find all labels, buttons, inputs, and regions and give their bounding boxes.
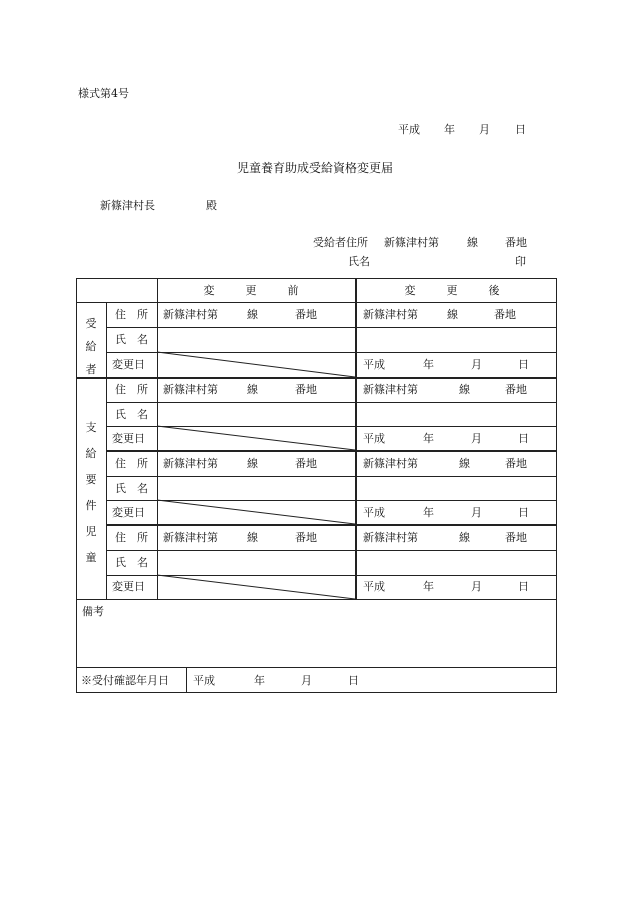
address-after-lot: 番地 <box>494 308 516 321</box>
row-label-name: 氏 名 <box>115 408 148 421</box>
receipt-month: 月 <box>301 674 312 687</box>
address-after-prefix: 新篠津村第 <box>363 383 418 396</box>
row-label-change-date: 変更日 <box>112 432 145 445</box>
child-group-char: 児 <box>85 525 97 538</box>
applicant-address-prefix: 新篠津村第 <box>384 236 439 249</box>
header-after: 変 更 後 <box>404 284 510 297</box>
receipt-year: 年 <box>254 674 265 687</box>
form-number: 様式第4号 <box>78 87 129 100</box>
date-after-era: 平成 <box>363 358 385 371</box>
row-label-address: 住 所 <box>115 457 148 470</box>
row-label-name: 氏 名 <box>115 333 148 346</box>
date-after-year: 年 <box>423 358 434 371</box>
document-title: 児童養育助成受給資格変更届 <box>236 161 393 175</box>
address-after-prefix: 新篠津村第 <box>363 308 418 321</box>
receipt-label: ※受付確認年月日 <box>81 674 169 687</box>
date-after-year: 年 <box>423 506 434 519</box>
row-label-address: 住 所 <box>115 308 148 321</box>
date-after-year: 年 <box>423 580 434 593</box>
address-before-line: 線 <box>247 457 258 470</box>
address-before-line: 線 <box>247 383 258 396</box>
row-label-address: 住 所 <box>115 531 148 544</box>
remarks-label: 備考 <box>82 605 104 618</box>
date-after-month: 月 <box>471 506 482 519</box>
applicant-address-label: 受給者住所 <box>313 236 368 249</box>
date-after-era: 平成 <box>363 506 385 519</box>
address-before-prefix: 新篠津村第 <box>163 531 218 544</box>
date-day: 日 <box>515 123 526 136</box>
applicant-name-label: 氏名 <box>348 255 370 268</box>
applicant-line-unit: 線 <box>467 236 478 249</box>
address-after-line: 線 <box>459 531 470 544</box>
date-year: 年 <box>444 123 455 136</box>
address-before-prefix: 新篠津村第 <box>163 457 218 470</box>
date-after-day: 日 <box>518 580 529 593</box>
row-label-address: 住 所 <box>115 383 148 396</box>
address-before-lot: 番地 <box>295 531 317 544</box>
receipt-era: 平成 <box>193 674 215 687</box>
date-era: 平成 <box>398 123 420 136</box>
row-label-change-date: 変更日 <box>112 506 145 519</box>
address-before-line: 線 <box>247 308 258 321</box>
child-group-char: 支 <box>85 421 97 434</box>
address-after-line: 線 <box>459 457 470 470</box>
date-after-day: 日 <box>518 358 529 371</box>
address-after-prefix: 新篠津村第 <box>363 457 418 470</box>
address-after-lot: 番地 <box>505 383 527 396</box>
date-month: 月 <box>479 123 490 136</box>
child-group-label <box>84 422 98 578</box>
applicant-lot-unit: 番地 <box>505 236 527 249</box>
address-before-lot: 番地 <box>295 308 317 321</box>
applicant-seal: 印 <box>515 255 526 268</box>
child-group-char: 件 <box>85 499 97 512</box>
address-before-lot: 番地 <box>295 383 317 396</box>
address-before-prefix: 新篠津村第 <box>163 383 218 396</box>
recipient-group-char: 給 <box>85 340 97 353</box>
recipient-group-char: 受 <box>85 317 97 330</box>
row-label-change-date: 変更日 <box>112 580 145 593</box>
header-before: 変 更 前 <box>203 284 309 297</box>
date-after-month: 月 <box>471 358 482 371</box>
date-after-era: 平成 <box>363 432 385 445</box>
date-after-year: 年 <box>423 432 434 445</box>
address-after-lot: 番地 <box>505 531 527 544</box>
address-after-line: 線 <box>459 383 470 396</box>
child-group-char: 要 <box>85 473 97 486</box>
row-label-name: 氏 名 <box>115 556 148 569</box>
address-after-lot: 番地 <box>505 457 527 470</box>
receipt-day: 日 <box>348 674 359 687</box>
address-before-prefix: 新篠津村第 <box>163 308 218 321</box>
address-after-prefix: 新篠津村第 <box>363 531 418 544</box>
addressee-honorific: 殿 <box>206 199 217 212</box>
row-label-change-date: 変更日 <box>112 358 145 371</box>
recipient-group-label <box>84 318 98 387</box>
address-before-line: 線 <box>247 531 258 544</box>
row-label-name: 氏 名 <box>115 482 148 495</box>
addressee-name: 新篠津村長 <box>100 199 155 212</box>
address-before-lot: 番地 <box>295 457 317 470</box>
child-group-char: 給 <box>85 447 97 460</box>
child-group-char: 童 <box>85 551 97 564</box>
recipient-group-char: 者 <box>85 363 97 376</box>
date-after-month: 月 <box>471 432 482 445</box>
date-after-month: 月 <box>471 580 482 593</box>
date-after-day: 日 <box>518 432 529 445</box>
date-after-era: 平成 <box>363 580 385 593</box>
address-after-line: 線 <box>447 308 458 321</box>
date-after-day: 日 <box>518 506 529 519</box>
